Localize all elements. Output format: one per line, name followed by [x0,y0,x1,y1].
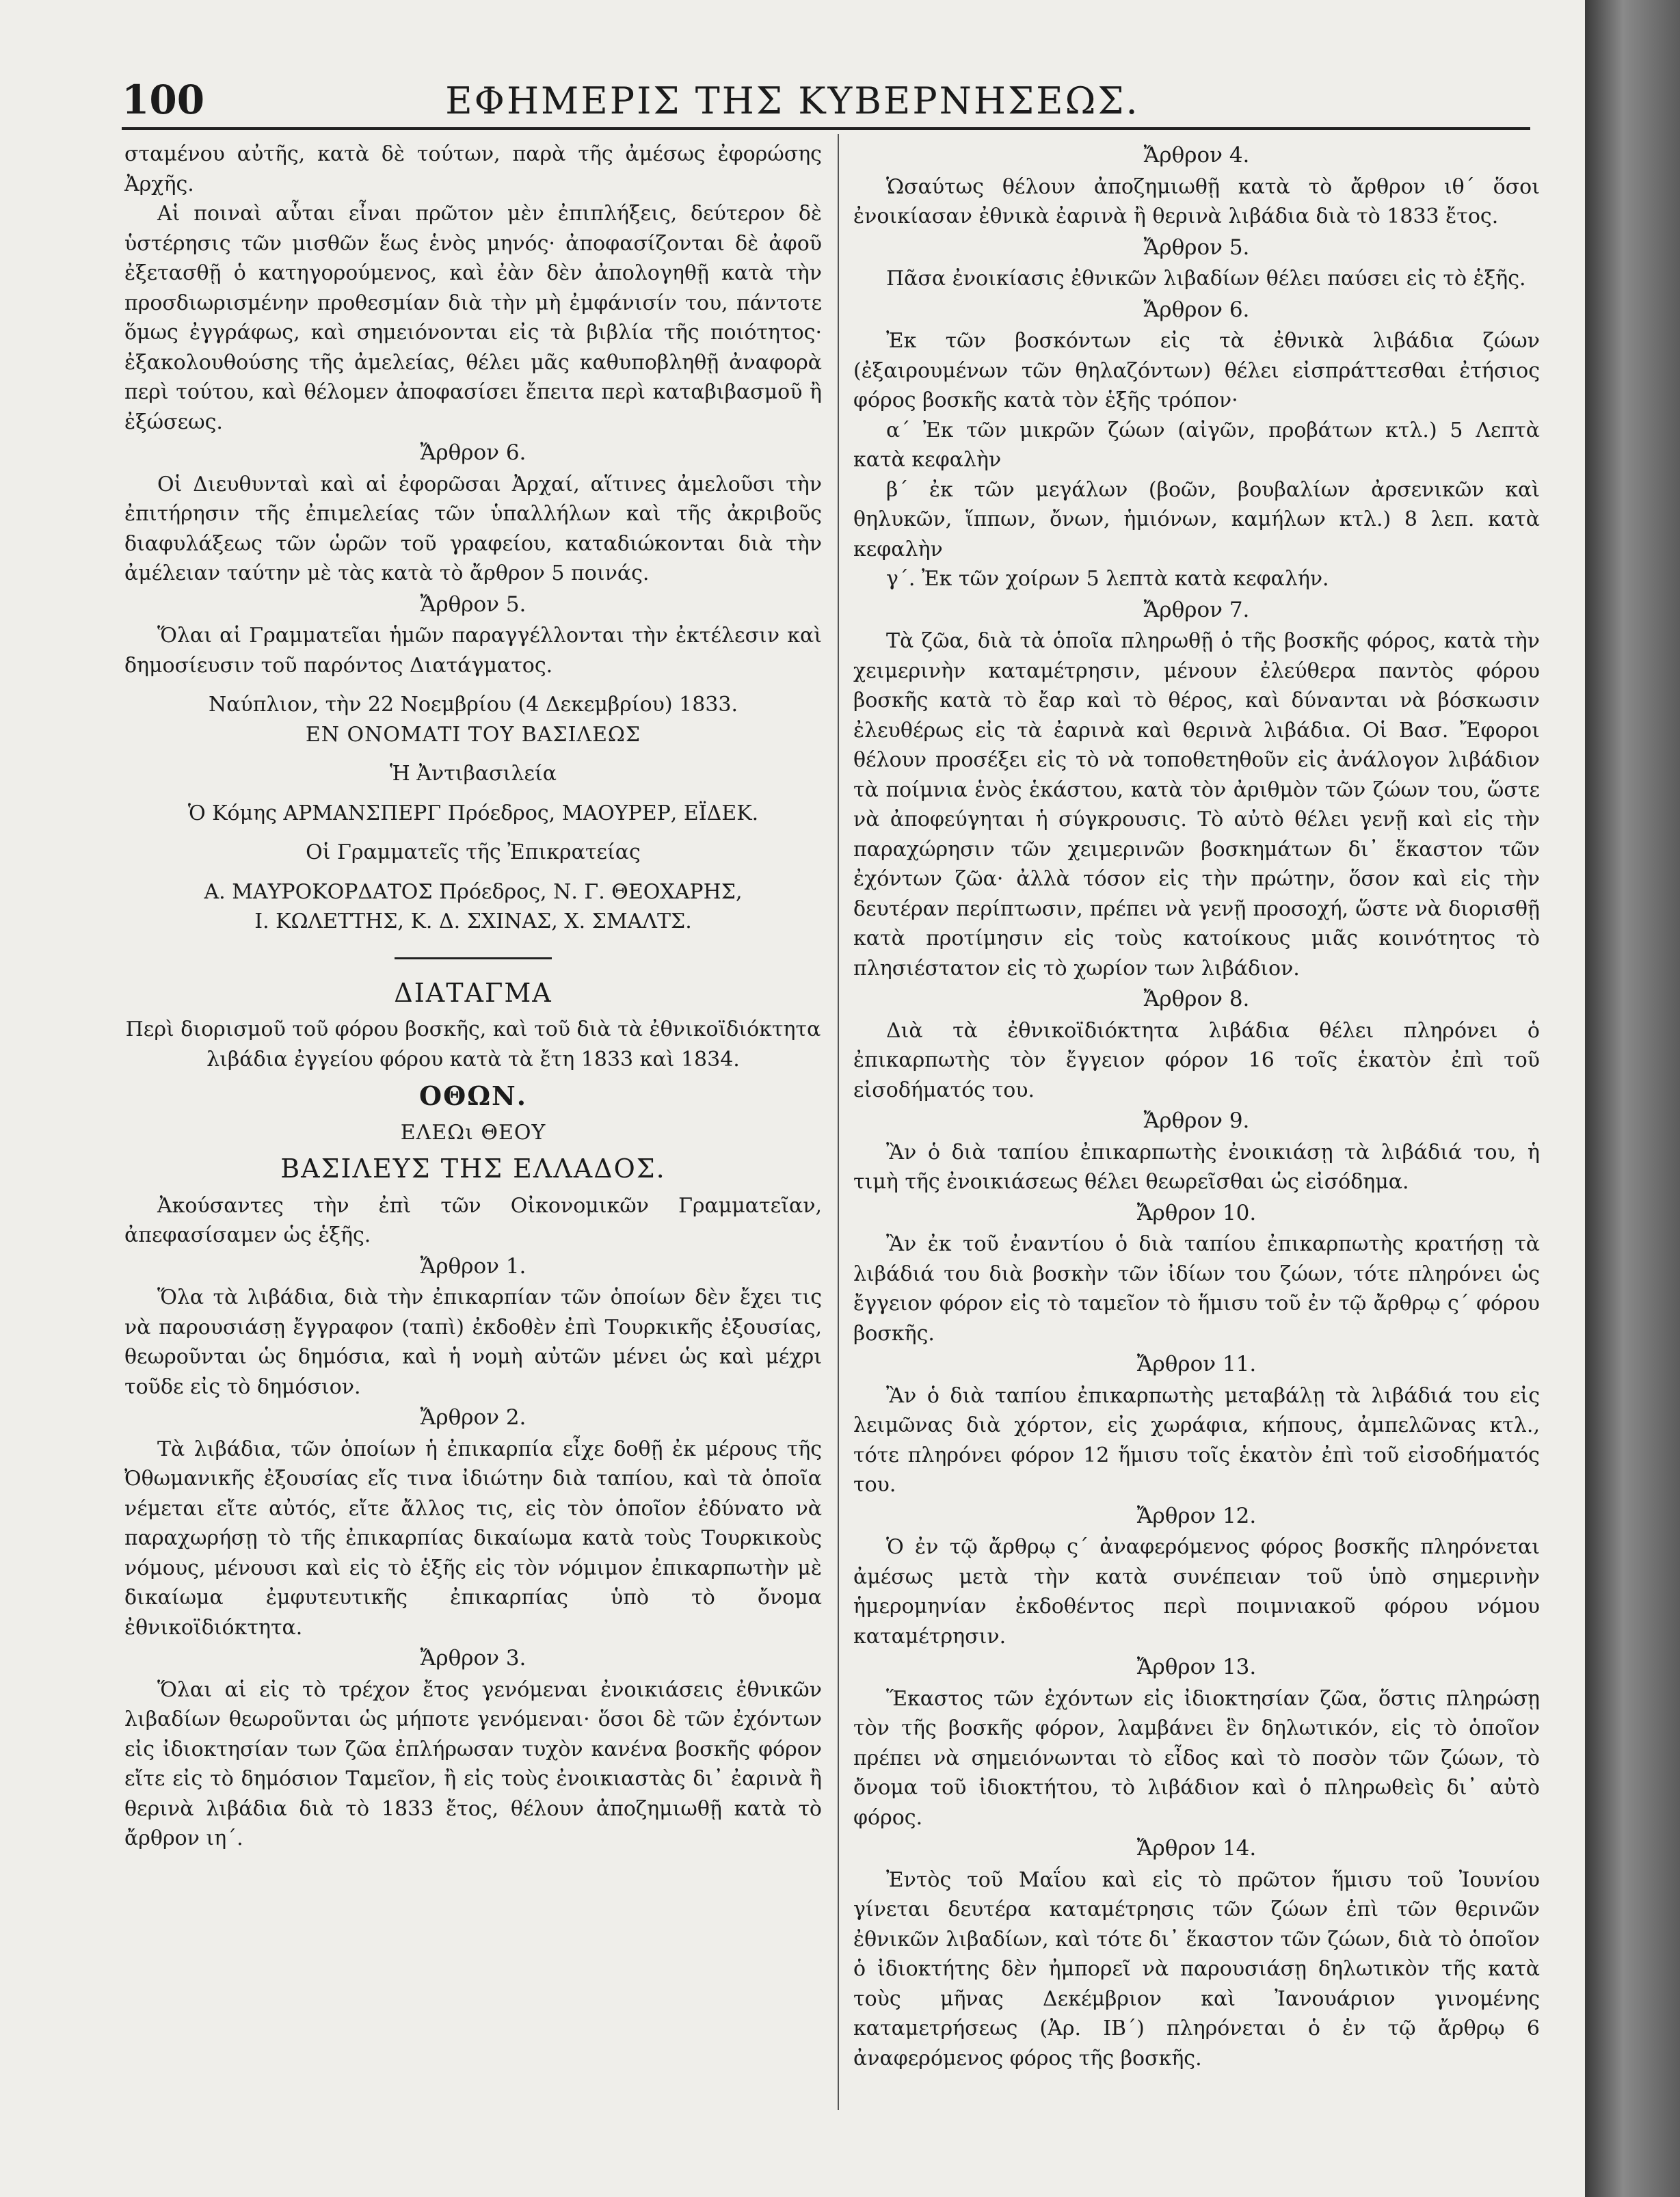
article-heading: Ἄρθρον 4. [1143,143,1250,168]
paragraph: γ΄. Ἐκ τῶν χοίρων 5 λεπτὰ κατὰ κεφαλήν. [886,567,1329,591]
spacer [124,789,822,799]
article-heading: Ἄρθρον 13. [1136,1655,1257,1679]
spacer [124,868,822,877]
paragraph: Διὰ τὰ ἐθνικοϊδιόκτητα λιβάδια θέλει πληρόνει ὁ ἐπικαρπωτὴς τὸν ἔγγειον φόρον 16 τοῖς ἑκατὸν ἐπὶ τοῦ εἰσοδήματός του. [853,1018,1540,1102]
secretaries-title: Οἱ Γραμματεῖς τῆς Ἐπικρατείας [306,840,641,864]
section-rule [395,957,552,959]
page-number: 100 [122,77,205,123]
paragraph: Ἂν ὁ διὰ ταπίου ἐπικαρπωτὴς ἐνοικιάσῃ τὰ λιβάδιά του, ἡ τιμὴ τῆς ἐνοικιάσεως θέλει θεωρεῖσθαι ὡς εἰσόδημα. [853,1140,1540,1194]
article-heading: Ἄρθρον 7. [1143,597,1250,622]
by-grace-of-god: ΕΛΕΩι ΘΕΟΥ [400,1120,546,1145]
date-line: Ναύπλιον, τὴν 22 Νοεμβρίου (4 Δεκεμβρίου) 1833. [208,693,738,717]
secretaries-names: Α. ΜΑΥΡΟΚΟΡΔΑΤΟΣ Πρόεδρος, Ν. Γ. ΘΕΟΧΑΡΗΣ, [204,879,743,904]
paragraph: Ἂν ὁ διὰ ταπίου ἐπικαρπωτὴς μεταβάλῃ τὰ λιβάδιά του εἰς λειμῶνας διὰ χόρτον, εἰς χωράφια, κήπους, ἀμπελῶνας κτλ., τότε πληρόνει φόρον 12 ἥμισυ τοῖς ἑκατὸν ἐπὶ τοῦ εἰσοδήματός του. [853,1383,1540,1497]
article-heading: Ἄρθρον 12. [1136,1503,1257,1528]
column-divider [838,134,839,2110]
left-column [124,139,822,1854]
paragraph: Ὅλαι αἱ Γραμματεῖαι ἡμῶν παραγγέλλονται τὴν ἐκτέλεσιν καὶ δημοσίευσιν τοῦ παρόντος Διατάγματος. [124,624,822,678]
paragraph: Ἀκούσαντες τὴν ἐπὶ τῶν Οἰκονομικῶν Γραμματεῖαν, ἀπεφασίσαμεν ὡς ἑξῆς. [124,1193,822,1247]
paragraph: Οἱ Διευθυνταὶ καὶ αἱ ἐφορῶσαι Ἀρχαί, αἵτινες ἀμελοῦσι τὴν ἐπιτήρησιν τῆς ἐπιμελείας τῶν ὑπαλλήλων καὶ τῆς ἀκριβοῦς διαφυλάξεως τῶν ὡρῶν τοῦ γραφείου, καταδιώκονται διὰ τὴν ἀμέλειαν ταύτην μὲ τὰς κατὰ τὸ ἄρθρον 5 ποινάς. [124,472,822,585]
spacer [124,680,822,690]
paragraph: Τὰ λιβάδια, τῶν ὁποίων ἡ ἐπικαρπία εἶχε δοθῇ ἐκ μέρους τῆς Ὀθωμανικῆς ἐξουσίας εἴς τινα ἰδιώτην διὰ ταπίου, καὶ τὰ ὁποῖα νέμεται εἴτε αὐτός, εἴτε ἄλλος τις, εἰς τὸν ὁποῖον ἐδύνατο νὰ παραχωρήσῃ τὸ τῆς ἐπικαρπίας δικαίωμα κατὰ τοὺς Τουρκικοὺς νόμους, μένουσι καὶ εἰς τὸ ἑξῆς εἰς τὸν νόμιμον ἐπικαρπωτὴν μὲ δικαίωμα ἐμφυτευτικῆς ἐπικαρπίας ὑπὸ τὸ ὄνομα ἐθνικοϊδιόκτητα. [124,1437,822,1640]
article-heading: Ἄρθρον 10. [1136,1200,1257,1225]
article-heading: Ἄρθρον 14. [1136,1836,1257,1861]
article-heading: Ἄρθρον 11. [1136,1352,1257,1376]
article-heading: Ἄρθρον 1. [420,1253,526,1279]
regency-title: Ἡ Ἀντιβασιλεία [390,762,557,786]
paragraph: β΄ ἐκ τῶν μεγάλων (βοῶν, βουβαλίων ἀρσενικῶν καὶ θηλυκῶν, ἵππων, ὄνων, ἡμιόνων, καμήλων κτλ.) 8 λεπ. κατὰ κεφαλὴν [853,477,1540,561]
king-of-greece: ΒΑΣΙΛΕΥΣ ΤΗΣ ΕΛΛΑΔΟΣ. [280,1154,666,1184]
decree-subtitle: Περὶ διορισμοῦ τοῦ φόρου βοσκῆς, καὶ τοῦ διὰ τὰ ἐθνικοϊδιόκτητα λιβάδια ἐγγείου φόρου κατὰ τὰ ἔτη 1833 καὶ 1834. [125,1017,821,1071]
paragraph: Ὁ ἐν τῷ ἄρθρῳ ς΄ ἀναφερόμενος φόρος βοσκῆς πληρόνεται ἀμέσως μετὰ τὴν κατὰ συνέπειαν τοῦ ὑπὸ σημερινὴν ἡμερομηνίαν ἐκδοθέντος περὶ ποιμνιακοῦ φόρου νόμου καταμέτρησιν. [853,1535,1540,1649]
regents-signatures: Ὁ Κόμης ΑΡΜΑΝΣΠΕΡΓ Πρόεδρος, ΜΑΟΥΡΕΡ, ΕΪΔΕΚ. [187,801,759,825]
paragraph: Τὰ ζῶα, διὰ τὰ ὁποῖα πληρωθῇ ὁ τῆς βοσκῆς φόρος, κατὰ τὴν χειμερινὴν καταμέτρησιν, μένουν ἐλεύθερα παντὸς φόρου βοσκῆς κατὰ τὸ ἔαρ καὶ τὸ θέρος, καὶ δύνανται νὰ βόσκωσιν ἐλευθέρως εἰς τὰ ἐαρινὰ καὶ θερινὰ λιβάδια. Οἱ Βασ. Ἔφοροι θέλουν προσέξει εἰς τὸ νὰ τοποθετηθοῦν εἰς ἀνάλογον λιβάδιον τὰ ποίμνια ἑνὸς ἑκάστου, κατὰ τὸν ἀριθμὸν τῶν ζώων του, ὥστε νὰ ἀποφεύγηται ἡ σύγκρουσις. Τὸ αὐτὸ θέλει γενῇ καὶ εἰς τὴν παραχώρησιν τῶν χειμερινῶν βοσκημάτων δι᾽ ἕκαστον τῶν ἐχόντων ζῶα· ἀλλὰ τόσον εἰς τὴν πρώτην, ὅσον καὶ εἰς τὴν δευτέραν περίπτωσιν, πρέπει νὰ γενῇ προσοχή, ὥστε νὰ διορισθῇ κατὰ προτίμησιν εἰς τοὺς κατοίκους μιᾶς κοινότητος τὸ πλησιέστατον εἰς τὸ χωρίον των λιβάδιον. [853,629,1540,981]
article-heading: Ἄρθρον 5. [1143,235,1250,260]
article-heading: Ἄρθρον 3. [420,1646,526,1670]
paragraph: Ὅλαι αἱ εἰς τὸ τρέχον ἔτος γενόμεναι ἐνοικιάσεις ἐθνικῶν λιβαδίων θεωροῦνται ὡς μήποτε γενόμεναι· ὅσοι δὲ τῶν ἐχόντων εἰς ἰδιοκτησίαν των ζῶα ἐπλήρωσαν τυχὸν κανένα βοσκῆς φόρον εἴτε εἰς τὸ δημόσιον Ταμεῖον, ἢ εἰς τοὺς ἐνοικιαστὰς δι᾽ ἐαρινὰ ἢ θερινὰ λιβάδια διὰ τὸ 1833 ἔτος, θέλουν ἀποζημιωθῇ κατὰ τὸ ἄρθρον ιη΄. [124,1677,822,1850]
secretaries-names: Ι. ΚΩΛΕΤΤΗΣ, Κ. Δ. ΣΧΙΝΑΣ, Χ. ΣΜΑΛΤΣ. [254,909,692,933]
article-heading: Ἄρθρον 8. [1143,987,1250,1011]
in-name-of-king: ΕΝ ΟΝΟΜΑΤΙ ΤΟΥ ΒΑΣΙΛΕΩΣ [305,722,641,747]
king-name: ΟΘΩΝ. [419,1080,527,1111]
paragraph: Ἐκ τῶν βοσκόντων εἰς τὰ ἐθνικὰ λιβάδια ζώων (ἐξαιρουμένων τῶν θηλαζόντων) θέλει εἰσπράττεσθαι ἐτήσιος φόρος βοσκῆς κατὰ τὸν ἑξῆς τρόπον· [853,329,1540,412]
paragraph: α΄ Ἐκ τῶν μικρῶν ζώων (αἰγῶν, προβάτων κτλ.) 5 Λεπτὰ κατὰ κεφαλὴν [853,418,1540,472]
decree-title: ΔΙΑΤΑΓΜΑ [394,977,552,1008]
paragraph: Ὡσαύτως θέλουν ἀποζημιωθῇ κατὰ τὸ ἄρθρον ιθ΄ ὅσοι ἐνοικίασαν ἐθνικὰ ἐαρινὰ ἢ θερινὰ λιβάδια διὰ τὸ 1833 ἔτος. [853,174,1540,228]
paragraph: Ἂν ἐκ τοῦ ἐναντίου ὁ διὰ ταπίου ἐπικαρπωτὴς κρατήσῃ τὰ λιβάδιά του διὰ βοσκὴν τῶν ἰδίων του ζώων, τότε πληρόνει ὡς ἔγγειον φόρον εἰς τὸ ταμεῖον τὸ ἥμισυ τοῦ ἐν τῷ ἄρθρῳ ς΄ φόρου βοσκῆς. [853,1232,1540,1346]
paragraph: Ἐντὸς τοῦ Μαΐου καὶ εἰς τὸ πρῶτον ἥμισυ τοῦ Ἰουνίου γίνεται δευτέρα καταμέτρησις τῶν ζώων ἐπὶ τῶν θερινῶν ἐθνικῶν λιβαδίων, καὶ τότε δι᾽ ἕκαστον τῶν ζώων, διὰ τὸ ὁποῖον ὁ ἰδιοκτήτης δὲν ἠμπορεῖ νὰ παρουσιάσῃ δηλωτικὸν τῆς κατὰ τοὺς μῆνας Δεκέμβριον καὶ Ἰανουάριον γινομένης καταμετρήσεως (Ἀρ. ΙΒ΄) πληρόνεται ὁ ἐν τῷ ἄρθρῳ 6 ἀναφερόμενος φόρος τῆς βοσκῆς. [853,1867,1540,2070]
running-title: ΕΦΗΜΕΡΙΣ ΤΗΣ ΚΥΒΕΡΝΗΣΕΩΣ. [445,79,1140,122]
header-rule [122,127,1530,130]
article-heading: Ἄρθρον 6. [420,440,526,465]
right-column [853,139,1540,2073]
paragraph: Ὅλα τὰ λιβάδια, διὰ τὴν ἐπικαρπίαν τῶν ὁποίων δὲν ἔχει τις νὰ παρουσιάσῃ ἔγγραφον (ταπὶ) ἐκδοθὲν ἐπὶ Τουρκικῆς ἐξουσίας, θεωροῦνται ὡς δημόσια, καὶ ἡ νομὴ αὐτῶν μένει ὡς καὶ μέχρι τοῦδε εἰς τὸ δημόσιον. [124,1286,822,1399]
article-heading: Ἄρθρον 9. [1143,1108,1250,1133]
article-heading: Ἄρθρον 2. [420,1405,526,1430]
spacer [124,749,822,759]
spacer [124,828,822,838]
article-heading: Ἄρθρον 5. [420,591,526,617]
paragraph: Ἕκαστος τῶν ἐχόντων εἰς ἰδιοκτησίαν ζῶα, ὅστις πληρώσῃ τὸν τῆς βοσκῆς φόρον, λαμβάνει ἓν δηλωτικόν, εἰς τὸ ὁποῖον πρέπει νὰ σημειόνωνται τὸ εἶδος καὶ τὸ ποσὸν τῶν ζώων, τὸ ὄνομα τοῦ ἰδιοκτήτου, τὸ λιβάδιον καὶ ὁ πληρωθεὶς δι᾽ αὐτὸ φόρος. [853,1686,1540,1830]
paragraph: σταμένου αὐτῆς, κατὰ δὲ τούτων, παρὰ τῆς ἀμέσως ἐφορώσης Ἀρχῆς. [124,142,822,196]
book-spine-shadow [1585,0,1680,2197]
paragraph: Πᾶσα ἐνοικίασις ἐθνικῶν λιβαδίων θέλει παύσει εἰς τὸ ἑξῆς. [886,267,1526,291]
article-heading: Ἄρθρον 6. [1143,297,1250,322]
paragraph: Αἱ ποιναὶ αὗται εἶναι πρῶτον μὲν ἐπιπλήξεις, δεύτερον δὲ ὑστέρησις τῶν μισθῶν ἕως ἑνὸς μηνός· ἀποφασίζονται δὲ ἀφοῦ ἐξετασθῇ ὁ κατηγορούμενος, καὶ ἐὰν δὲν ἀπολογηθῇ κατὰ τὴν προσδιωρισμένην προθεσμίαν διὰ τὴν μὴ ἐμφάνισίν του, πάντοτε ὅμως ἐγγράφως, καὶ σημειόνονται εἰς τὰ βιβλία τῆς ποιότητος· ἐξακολουθούσης τῆς ἀμελείας, θέλει μᾶς καθυποβληθῇ ἀναφορὰ περὶ τούτου, καὶ θέλομεν ἀποφασίσει ἔπειτα περὶ καταβιβασμοῦ ἢ ἐξώσεως. [124,202,822,434]
